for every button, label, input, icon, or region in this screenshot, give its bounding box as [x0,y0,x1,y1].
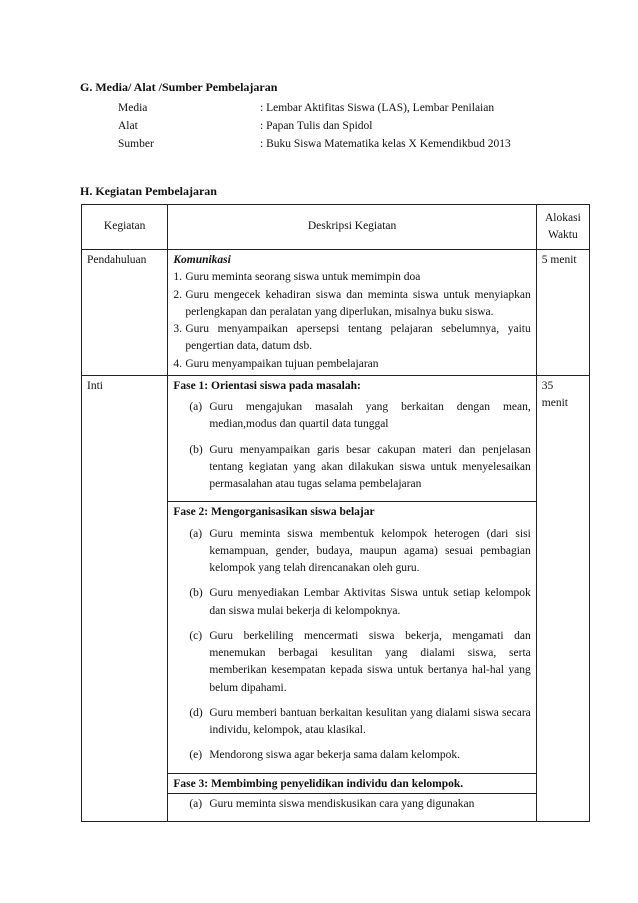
list-item [173,287,530,322]
list-item-text: Guru mengajukan masalah yang berkaitan dengan mean, median,modus dan quartil data tunggal [209,401,531,431]
section-h-title: H. Kegiatan Pembelajaran [80,184,217,198]
list-item-text: Guru berkeliling mencermati siswa bekerja, mengamati dan menemukan berbagai kesulitan yang dialami siswa, serta memberikan kesempatan kepada siswa untuk bertanya hal-hal yang belum dipahami. [209,629,531,694]
list-item [173,442,530,494]
list-item [173,356,530,373]
cell-pendahuluan-label: Pendahuluan [82,250,168,376]
list-item [173,526,530,578]
pendahuluan-list [173,269,530,373]
sumber-row [118,136,511,153]
cell-pendahuluan-time: 5 menit [536,250,589,376]
list-letter: (b) [189,587,203,600]
phase-3 [168,773,535,793]
media-value: : Lembar Aktifitas Siswa (LAS), Lembar Penilaian [260,102,495,114]
list-item-text: Guru menyampaikan tujuan pembelajaran [185,357,379,370]
list-item-text: Guru menyediakan Lembar Aktivitas Siswa untuk setiap kelompok dan siswa mulai bekerja di kelompoknya. [209,587,531,617]
list-letter: (d) [189,706,203,719]
phase-2-list [173,526,530,765]
list-item-text: Guru meminta seorang siswa untuk memimpin doa [185,271,421,284]
phase-1-list [173,399,530,493]
phase-3-title: Fase 3: Membimbing penyelidikan individu dan kelompok. [173,777,464,790]
list-letter: (c) [189,629,203,642]
list-letter: (b) [189,443,203,456]
media-row [118,100,494,117]
cell-pendahuluan-desc [168,250,536,376]
list-item [173,321,530,356]
list-item-text: Guru mengecek kehadiran siswa dan meminta siswa untuk menyiapkan perlengkapan dan peralatan yang diperlukan, misalnya buku siswa. [185,288,531,318]
sumber-label: Sumber [118,138,154,150]
list-letter: (e) [189,749,203,762]
list-item-text: Guru memberi bantuan berkaitan kesulitan yang dialami siswa secara individu, kelompok, atau klasikal. [209,706,531,736]
sumber-value: : Buku Siswa Matematika kelas X Kemendikbud 2013 [260,138,511,150]
komunikasi-heading: Komunikasi [173,254,231,266]
list-letter: (a) [189,527,203,540]
table-row-pendahuluan [82,250,590,376]
phase-2 [168,501,535,764]
section-g-title: G. Media/ Alat /Sumber Pembelajaran [80,80,278,94]
list-letter: (a) [189,401,203,413]
list-item [173,628,530,697]
alat-row [118,118,372,135]
list-item [173,796,530,813]
list-item [173,747,530,764]
header-kegiatan: Kegiatan [82,205,168,250]
header-deskripsi: Deskripsi Kegiatan [168,205,536,250]
inti-time-line1: 35 [541,379,554,392]
phase-3-list [173,796,530,813]
list-item [173,399,530,434]
list-item-text: Guru meminta siswa mendiskusikan cara yang digunakan [209,797,475,810]
list-item [173,269,530,286]
list-number: 3. [173,323,182,335]
list-item-text: Guru menyampaikan apersepsi tentang pelajaran sebelumnya, yaitu pengertian data, datum dsb. [185,323,531,353]
alat-label: Alat [118,120,138,132]
list-letter: (a) [189,797,203,810]
cell-inti-label: Inti [82,375,168,821]
phase-1 [168,376,535,494]
header-alokasi-line2: Waktu [548,229,578,241]
list-item-text: Guru menyampaikan garis besar cakupan materi dan penjelasan tentang kegiatan yang akan dilakukan siswa untuk menyelesaikan permasalahan atau tugas selama pembelajaran [209,443,531,490]
header-alokasi [536,205,589,250]
list-number: 4. [173,357,182,370]
table-header-row [82,205,590,250]
cell-inti-desc [168,375,536,821]
kegiatan-table [81,204,590,822]
list-item [173,585,530,620]
list-item [173,705,530,740]
phase-1-title: Fase 1: Orientasi siswa pada masalah: [173,379,361,392]
table-row-inti [82,375,590,821]
list-number: 2. [173,288,182,301]
phase-3-body [168,793,535,813]
alat-value: : Papan Tulis dan Spidol [260,120,373,132]
list-number: 1. [173,271,182,284]
list-item-text: Mendorong siswa agar bekerja sama dalam kelompok. [209,749,461,762]
header-alokasi-line1: Alokasi [544,211,581,224]
cell-inti-time [536,375,589,821]
list-item-text: Guru meminta siswa membentuk kelompok heterogen (dari sisi kemampuan, gender, budaya, maupun agama) sesuai pembagian kelompok yang telah direncanakan oleh guru. [209,527,531,574]
media-label: Media [118,102,148,114]
inti-time-line2: menit [541,397,568,409]
phase-2-title: Fase 2: Mengorganisasikan siswa belajar [173,506,375,519]
